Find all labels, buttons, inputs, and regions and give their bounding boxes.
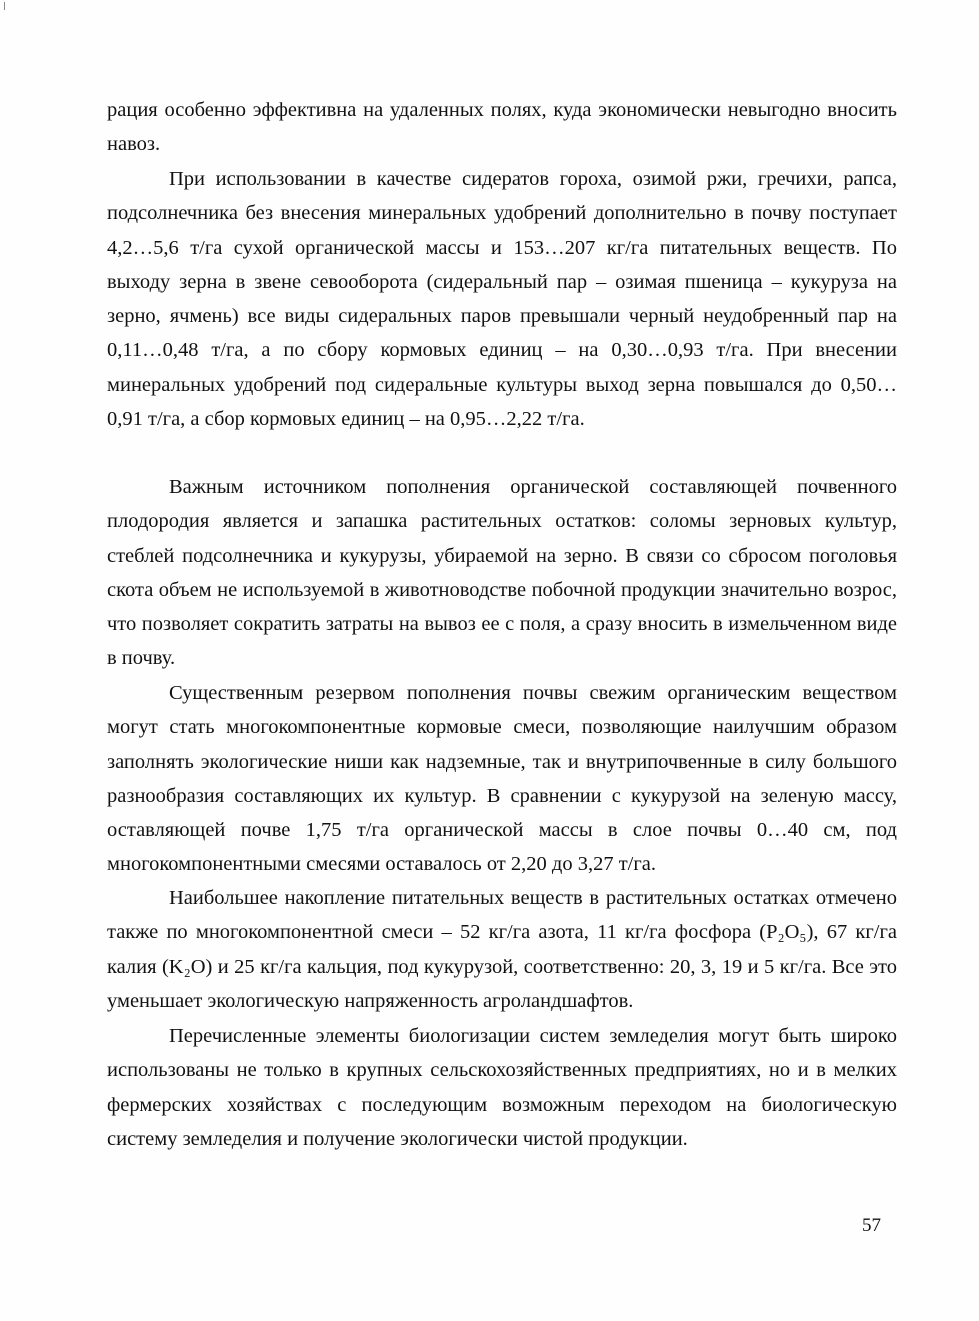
scan-mark (4, 2, 5, 10)
paragraph-3: Важным источником пополнения органической составляющей почвенного плодородия является и запашка растительных остатков: соломы зерновых культур, стеблей подсолнечника и кукурузы, убираемой на зерно. В связи со сбросом поголовья скота объем не используемой в животноводстве побочной продукции значительно возрос, что позволяет сократить затраты на вывоз ее с поля, а сразу вносить в измельченном виде в почву. (107, 476, 897, 670)
paragraph-6: Перечисленные элементы биологизации систем земледелия могут быть широко использованы не только в крупных сельскохозяйственных предприятиях, но и в мелких фермерских хозяйствах с последующим возможным переходом на биологическую систему земледелия и получение экологически чистой продукции. (107, 1025, 897, 1150)
paragraph-2: При использовании в качестве сидератов гороха, озимой ржи, гречихи, рапса, подсолнечника без внесения минеральных удобрений дополнительно в почву поступает 4,2…5,6 т/га сухой органической массы и 153…207 кг/га питательных веществ. По выходу зерна в звене севооборота (сидеральный пар – озимая пшеница – кукуруза на зерно, ячмень) все виды сидеральных паров превышали черный неудобренный пар на 0,11…0,48 т/га, а по сбору кормовых единиц – на 0,30…0,93 т/га. При внесении минеральных удобрений под сидеральные культуры выход зерна повышался до 0,50…0,91 т/га, а сбор кормовых единиц – на 0,95…2,22 т/га. (107, 168, 897, 431)
paragraph-1: рация особенно эффективна на удаленных полях, куда экономически невыгодно вносить навоз. (107, 99, 897, 156)
page-number: 57 (862, 1215, 881, 1236)
paragraph-5: Наибольшее накопление питательных веществ в растительных остатках отмечено также по многокомпонентной смеси – 52 кг/га азота, 11 кг/га фосфора (P₂O₅), 67 кг/га калия (K₂O) и 25 кг/га кальция, под кукурузой, соответственно: 20, 3, 19 и 5 кг/га. Все это уменьшает экологическую напряженность агроландшафтов. (107, 887, 897, 1012)
paragraph-4: Существенным резервом пополнения почвы свежим органическим веществом могут стать многокомпонентные кормовые смеси, позволяющие наилучшим образом заполнять экологические ниши как надземные, так и внутрипочвенные в силу большого разнообразия составляющих их культур. В сравнении с кукурузой на зеленую массу, оставляющей почве 1,75 т/га органической массы в слое почвы 0…40 см, под многокомпонентными смесями оставалось от 2,20 до 3,27 т/га. (107, 682, 897, 876)
